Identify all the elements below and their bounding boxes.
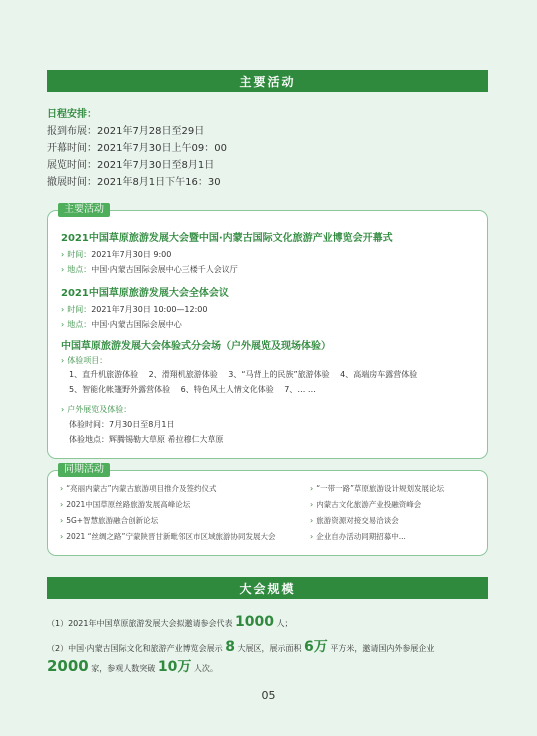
outdoor-label-line: › 户外展览及体验： bbox=[61, 405, 132, 414]
section-banner-scale bbox=[47, 577, 488, 599]
chevron-right-icon: › bbox=[61, 356, 65, 365]
chevron-right-icon: › bbox=[61, 320, 65, 329]
schedule-heading: 日程安排： bbox=[47, 109, 97, 120]
chevron-right-icon: › bbox=[61, 250, 65, 259]
outdoor-time: 体验时间：7月30日至8月1日 bbox=[69, 420, 175, 429]
main-activities-card bbox=[47, 204, 488, 459]
stat-number: 10万 bbox=[157, 659, 192, 675]
event-title: 中国草原旅游发展大会体验式分会场（户外展览及现场体验） bbox=[61, 341, 331, 352]
stats-line-1: （1）2021年中国草原旅游发展大会拟邀请参会代表 1000 人； bbox=[47, 614, 293, 630]
event-time-line: › 时间：2021年7月30日 10:00—12:00 bbox=[61, 305, 208, 314]
page-number: 05 bbox=[261, 689, 276, 702]
card-tag: 同期活动 bbox=[58, 463, 110, 477]
banner-title: 大会规模 bbox=[239, 581, 296, 596]
outdoor-place: 体验地点：辉腾锡勒大草原 希拉穆仁大草原 bbox=[69, 435, 224, 444]
event-time-line: › 时间：2021年7月30日 9:00 bbox=[61, 250, 172, 259]
chevron-right-icon: › bbox=[60, 532, 64, 541]
banner-title: 主要活动 bbox=[239, 74, 296, 89]
schedule-item: 报到布展：2021年7月28日至29日 bbox=[47, 126, 205, 137]
event-place-line: › 地点：中国·内蒙古国际会展中心三楼千人会议厅 bbox=[61, 265, 238, 274]
sync-item: › 旅游资源对接交易洽谈会 bbox=[310, 516, 399, 525]
chevron-right-icon: › bbox=[60, 500, 64, 509]
chevron-right-icon: › bbox=[60, 484, 64, 493]
projects-row: 1、直升机旅游体验 2、滑翔机旅游体验 3、“马背上的民族”旅游体验 4、高端房车露营体验 bbox=[69, 370, 418, 379]
schedule-item: 撤展时间：2021年8月1日下午16：30 bbox=[47, 177, 221, 188]
chevron-right-icon: › bbox=[310, 500, 314, 509]
stat-number: 1000 bbox=[235, 614, 274, 630]
sync-item: › 企业自办活动同期招募中... bbox=[310, 532, 406, 541]
stats-line-3: 2000 家，参观人数突破 10万 人次。 bbox=[47, 657, 218, 675]
sync-item: › “一带一路”草原旅游设计规划发展论坛 bbox=[310, 484, 444, 493]
schedule-item: 展览时间：2021年7月30日至8月1日 bbox=[47, 160, 215, 171]
stat-number: 6万 bbox=[304, 639, 328, 655]
stat-number: 8 bbox=[225, 639, 235, 655]
event-place-line: › 地点：中国·内蒙古国际会展中心 bbox=[61, 320, 182, 329]
stats-line-2: （2）中国·内蒙古国际文化和旅游产业博览会展示 8 大展区，展示面积 6万 平方米，邀请国内外参展企业 bbox=[47, 639, 435, 655]
stat-number: 2000 bbox=[47, 657, 89, 675]
sync-item: › 5G+智慧旅游融合创新论坛 bbox=[60, 516, 159, 525]
projects-row: 5、智能化帐篷野外露营体验 6、特色风土人情文化体验 7、… … bbox=[69, 385, 316, 394]
schedule-block bbox=[47, 106, 227, 191]
sync-item: › 内蒙古文化旅游产业投融资峰会 bbox=[310, 500, 422, 509]
chevron-right-icon: › bbox=[60, 516, 64, 525]
chevron-right-icon: › bbox=[61, 265, 65, 274]
sync-item: › 2021中国草原丝路旅游发展高峰论坛 bbox=[60, 500, 191, 509]
chevron-right-icon: › bbox=[310, 484, 314, 493]
sync-item: › “亮丽内蒙古”内蒙古旅游项目推介及签约仪式 bbox=[60, 484, 217, 493]
event-title: 2021中国草原旅游发展大会全体会议 bbox=[61, 288, 229, 299]
card-tag: 主要活动 bbox=[58, 203, 110, 217]
sync-activities-card bbox=[47, 464, 488, 556]
sync-item: › 2021 “丝绸之路”宁蒙陕晋甘新毗邻区市区域旅游协同发展大会 bbox=[60, 532, 276, 541]
chevron-right-icon: › bbox=[310, 516, 314, 525]
schedule-item: 开幕时间：2021年7月30日上午09：00 bbox=[47, 143, 227, 154]
chevron-right-icon: › bbox=[61, 405, 65, 414]
section-banner-activities bbox=[47, 70, 488, 92]
projects-label-line: › 体验项目： bbox=[61, 356, 108, 365]
event-title: 2021中国草原旅游发展大会暨中国·内蒙古国际文化旅游产业博览会开幕式 bbox=[61, 233, 393, 244]
chevron-right-icon: › bbox=[310, 532, 314, 541]
chevron-right-icon: › bbox=[61, 305, 65, 314]
